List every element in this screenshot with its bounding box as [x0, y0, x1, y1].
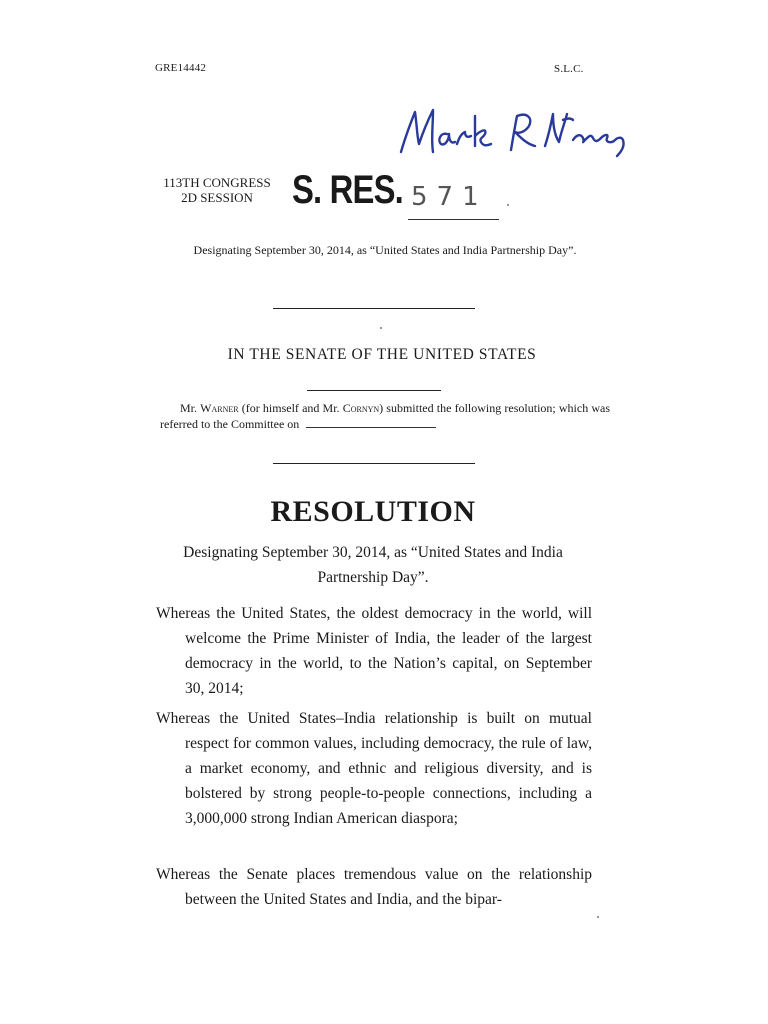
bill-number: 571: [411, 182, 488, 212]
sponsor-tail: ) submitted the following resolution; which was referred to the Committee on: [160, 401, 611, 431]
resolution-heading: RESOLUTION: [270, 495, 476, 528]
divider-rule-short: [307, 390, 441, 391]
cosponsor-name: Cornyn: [342, 401, 380, 415]
slc-label: S.L.C.: [554, 63, 584, 75]
bill-number-underline: [408, 219, 499, 220]
congress-label: 113TH CONGRESS: [163, 175, 271, 190]
whereas-clause: Whereas the Senate places tremendous value on the relationship between the United States and India, and the bipar-: [156, 866, 592, 908]
sponsor-mid: (for himself and Mr.: [241, 401, 340, 415]
whereas-clause: Whereas the United States, the oldest democracy in the world, will welcome the Prime Minister of India, the leader of the largest democracy in the world, to the Nation’s capital, on September 30, 2014;: [156, 605, 592, 697]
scan-speck: [597, 916, 599, 918]
document-id: GRE14442: [155, 62, 207, 74]
bill-type: S. RES.: [292, 168, 403, 212]
session-label: 2D SESSION: [181, 190, 253, 205]
divider-rule: [273, 463, 475, 464]
sponsor-prefix: Mr.: [180, 401, 198, 415]
scan-speck: [507, 204, 509, 206]
congress-session-block: [152, 175, 282, 205]
sponsor-statement: [160, 400, 610, 432]
scan-speck: [380, 327, 382, 329]
sponsor-name: Warner: [200, 401, 239, 415]
whereas-clause: Whereas the United States–India relationship is built on mutual respect for common values, including democracy, the rule of law, a market economy, and ethnic and religious diversity, and is bolstered by strong people-to-people connections, including a 3,000,000 strong Indian American diaspora;: [156, 710, 592, 827]
handwritten-signature: [395, 102, 645, 172]
senate-heading: IN THE SENATE OF THE UNITED STATES: [227, 346, 537, 363]
resolution-title: Designating September 30, 2014, as “United States and India Partnership Day”.: [183, 544, 563, 586]
short-title: Designating September 30, 2014, as “United States and India Partnership Day”.: [193, 243, 577, 257]
divider-rule: [273, 308, 475, 309]
committee-blank: [306, 417, 436, 428]
